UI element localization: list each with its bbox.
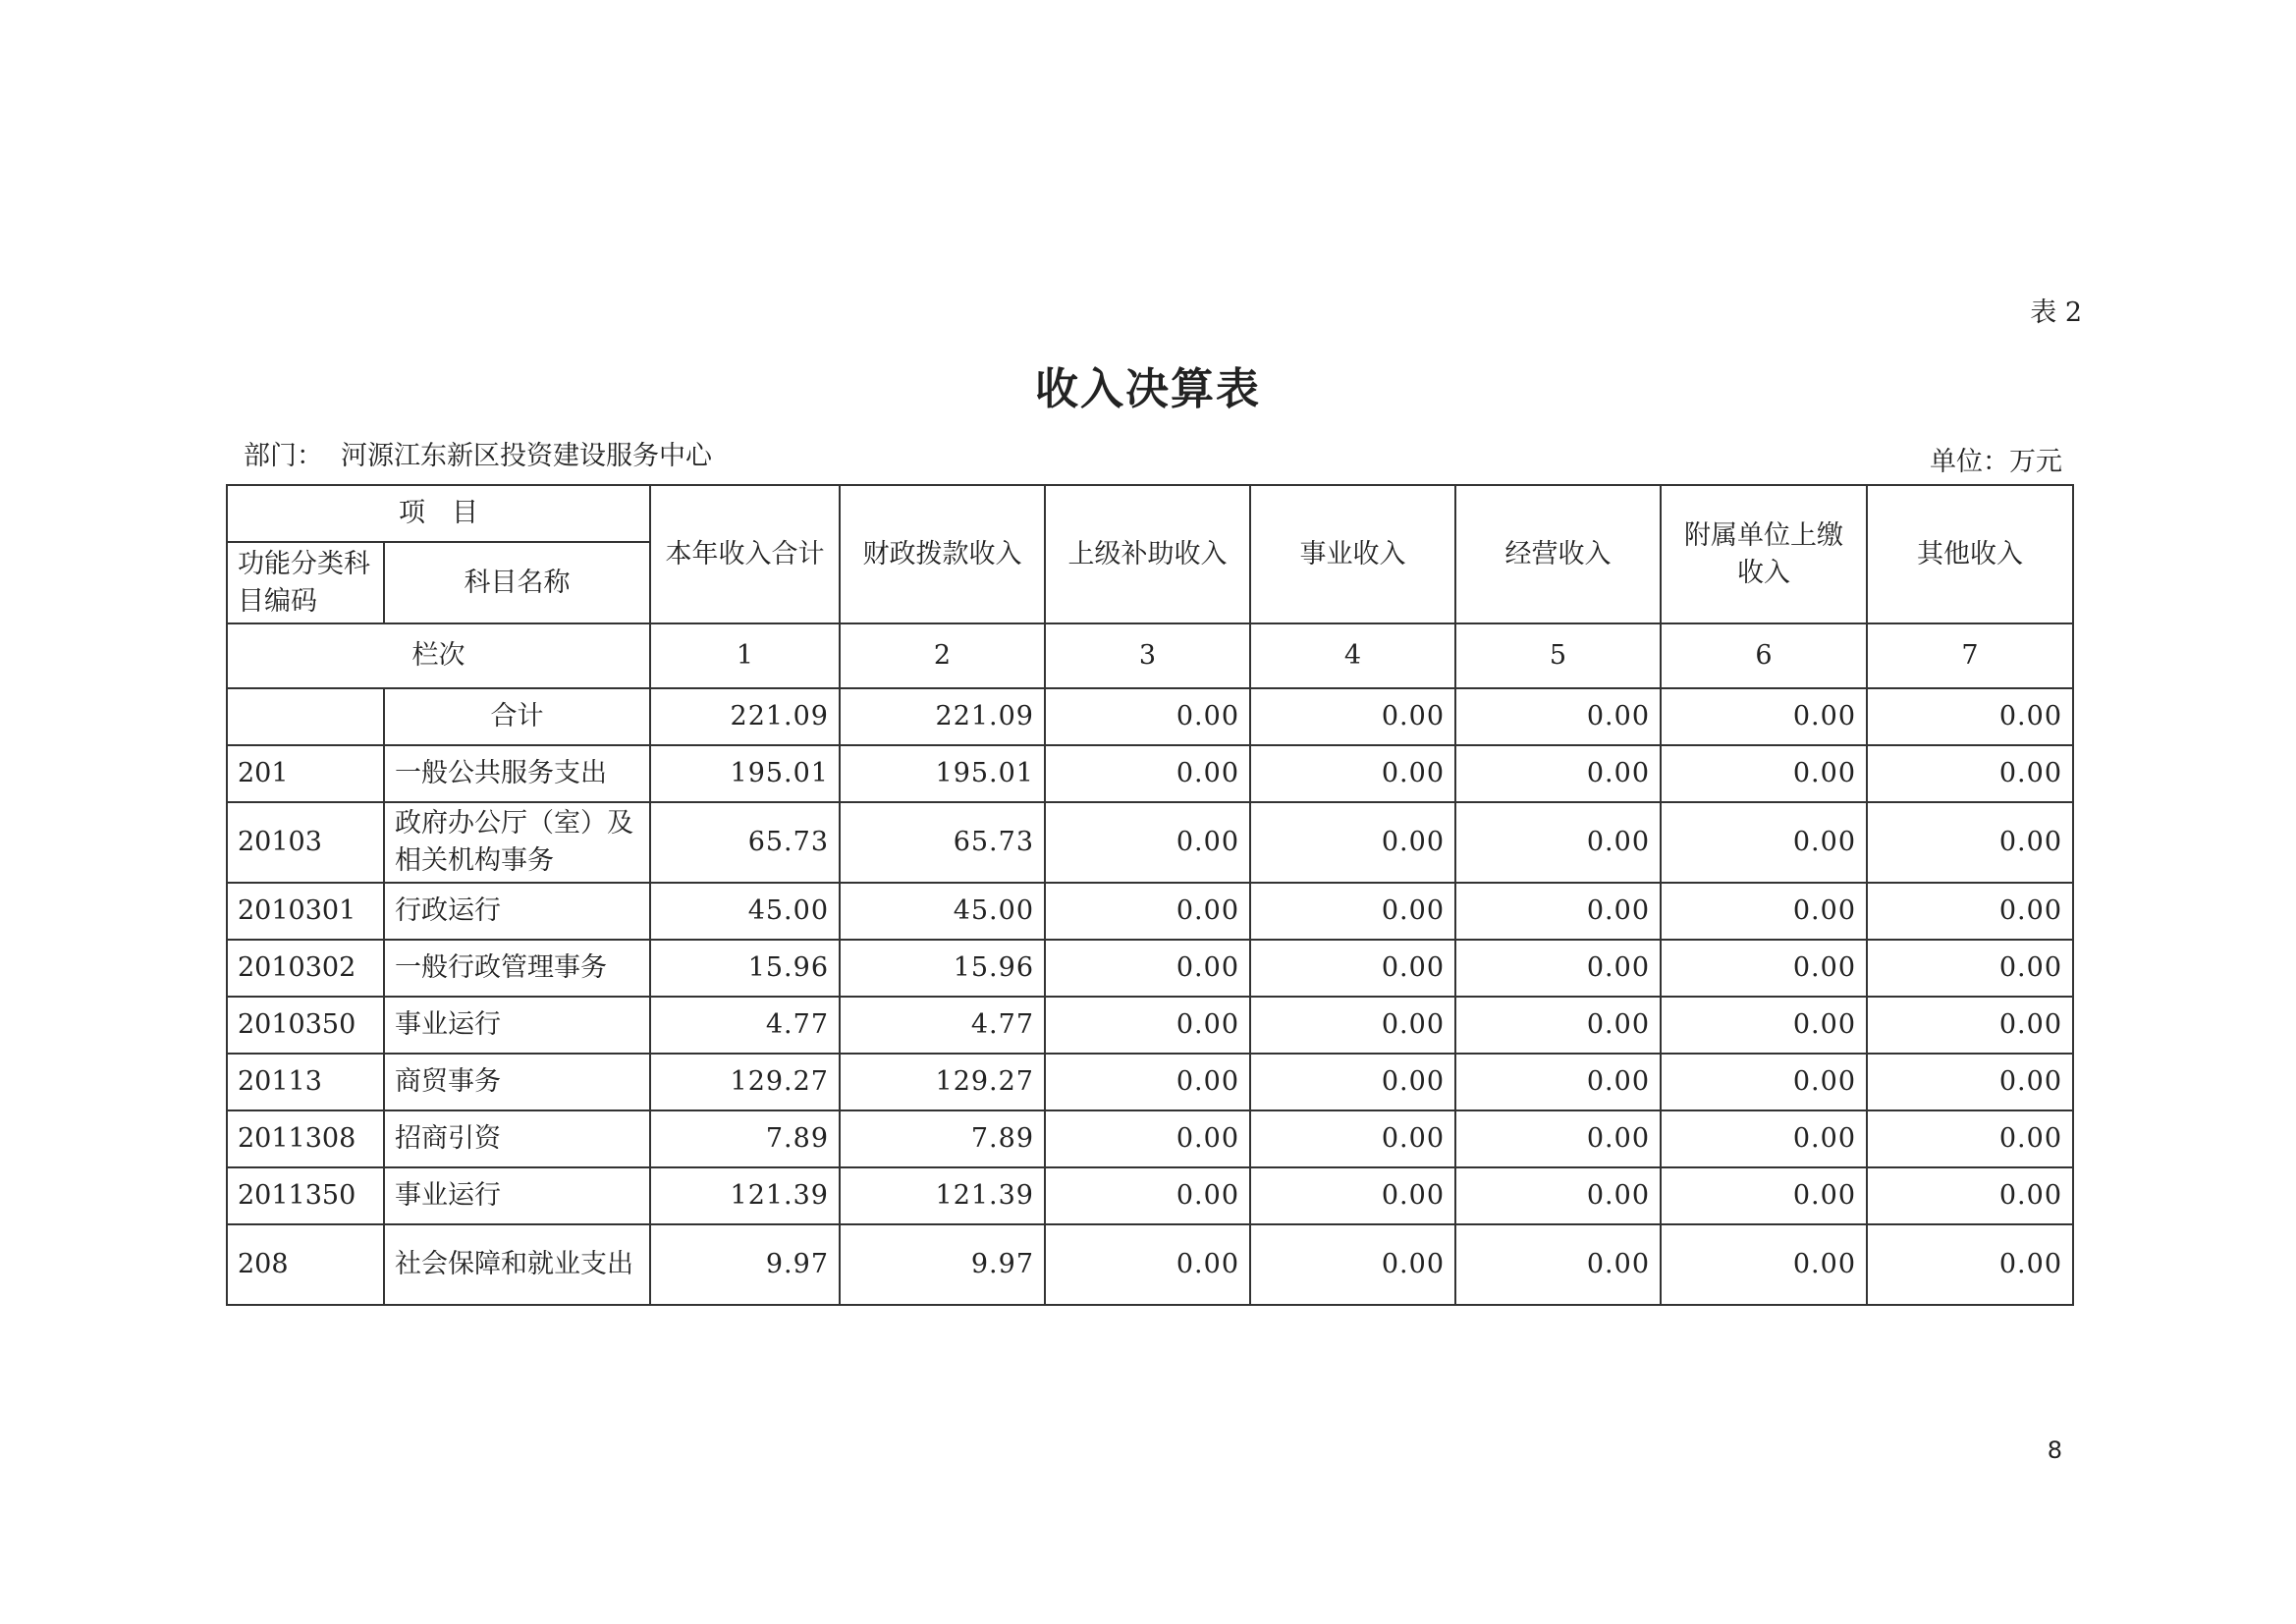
row-value: 0.00 xyxy=(1250,1054,1455,1110)
total-value: 221.09 xyxy=(840,688,1045,745)
col-header-5: 经营收入 xyxy=(1455,485,1661,623)
row-value: 0.00 xyxy=(1455,802,1661,883)
row-value: 0.00 xyxy=(1045,997,1250,1054)
row-code: 2010301 xyxy=(227,883,384,940)
row-value: 129.27 xyxy=(840,1054,1045,1110)
row-value: 0.00 xyxy=(1867,1224,2073,1305)
row-value: 45.00 xyxy=(840,883,1045,940)
lanci-cell: 5 xyxy=(1455,623,1661,688)
row-value: 7.89 xyxy=(840,1110,1045,1167)
header-name: 科目名称 xyxy=(384,542,650,623)
lanci-cell: 4 xyxy=(1250,623,1455,688)
table-row xyxy=(227,997,2073,1054)
total-value: 0.00 xyxy=(1250,688,1455,745)
row-value: 195.01 xyxy=(650,745,840,802)
row-value: 65.73 xyxy=(650,802,840,883)
table-row xyxy=(227,1110,2073,1167)
total-code-cell xyxy=(227,688,384,745)
row-name: 商贸事务 xyxy=(384,1054,650,1110)
department-name: 河源江东新区投资建设服务中心 xyxy=(341,441,712,471)
row-code: 20103 xyxy=(227,802,384,883)
row-value: 0.00 xyxy=(1250,1224,1455,1305)
row-code: 208 xyxy=(227,1224,384,1305)
row-value: 0.00 xyxy=(1455,1110,1661,1167)
row-value: 0.00 xyxy=(1455,1167,1661,1224)
header-code: 功能分类科目编码 xyxy=(227,542,384,623)
row-value: 0.00 xyxy=(1867,997,2073,1054)
department-line xyxy=(244,434,712,472)
row-code: 2010350 xyxy=(227,997,384,1054)
row-value: 15.96 xyxy=(840,940,1045,997)
col-header-6: 附属单位上缴收入 xyxy=(1661,485,1867,623)
row-value: 0.00 xyxy=(1455,745,1661,802)
table-row xyxy=(227,745,2073,802)
lanci-label: 栏次 xyxy=(227,623,650,688)
row-value: 0.00 xyxy=(1045,802,1250,883)
row-value: 0.00 xyxy=(1455,940,1661,997)
row-value: 0.00 xyxy=(1250,745,1455,802)
row-value: 0.00 xyxy=(1661,802,1867,883)
row-value: 0.00 xyxy=(1867,1110,2073,1167)
total-value: 0.00 xyxy=(1045,688,1250,745)
lanci-cell: 6 xyxy=(1661,623,1867,688)
row-value: 0.00 xyxy=(1455,883,1661,940)
lanci-cell: 7 xyxy=(1867,623,2073,688)
unit-label: 单位：万元 xyxy=(1930,447,2062,477)
row-value: 65.73 xyxy=(840,802,1045,883)
row-name: 事业运行 xyxy=(384,1167,650,1224)
row-value: 0.00 xyxy=(1045,745,1250,802)
row-value: 0.00 xyxy=(1045,1054,1250,1110)
row-value: 195.01 xyxy=(840,745,1045,802)
row-name: 社会保障和就业支出 xyxy=(384,1224,650,1305)
table-row xyxy=(227,883,2073,940)
row-code: 201 xyxy=(227,745,384,802)
row-value: 0.00 xyxy=(1661,883,1867,940)
row-value: 0.00 xyxy=(1250,802,1455,883)
total-value: 0.00 xyxy=(1867,688,2073,745)
row-value: 0.00 xyxy=(1661,745,1867,802)
row-value: 0.00 xyxy=(1250,997,1455,1054)
row-code: 2010302 xyxy=(227,940,384,997)
row-value: 0.00 xyxy=(1661,1110,1867,1167)
row-value: 4.77 xyxy=(840,997,1045,1054)
total-label: 合计 xyxy=(384,688,650,745)
total-value: 0.00 xyxy=(1455,688,1661,745)
row-value: 0.00 xyxy=(1045,1224,1250,1305)
row-value: 0.00 xyxy=(1455,1224,1661,1305)
table-row xyxy=(227,1167,2073,1224)
lanci-row xyxy=(227,623,2073,688)
row-value: 0.00 xyxy=(1867,883,2073,940)
col-header-2: 财政拨款收入 xyxy=(840,485,1045,623)
table-row xyxy=(227,1054,2073,1110)
row-value: 0.00 xyxy=(1045,883,1250,940)
row-value: 0.00 xyxy=(1661,940,1867,997)
row-name: 行政运行 xyxy=(384,883,650,940)
row-value: 0.00 xyxy=(1661,1224,1867,1305)
row-value: 15.96 xyxy=(650,940,840,997)
row-value: 0.00 xyxy=(1045,940,1250,997)
row-value: 9.97 xyxy=(650,1224,840,1305)
row-name: 一般公共服务支出 xyxy=(384,745,650,802)
row-code: 2011350 xyxy=(227,1167,384,1224)
row-value: 9.97 xyxy=(840,1224,1045,1305)
total-value: 0.00 xyxy=(1661,688,1867,745)
table-number: 表 2 xyxy=(2030,298,2082,328)
row-value: 129.27 xyxy=(650,1054,840,1110)
row-value: 0.00 xyxy=(1250,1110,1455,1167)
row-code: 2011308 xyxy=(227,1110,384,1167)
col-header-1: 本年收入合计 xyxy=(650,485,840,623)
row-value: 4.77 xyxy=(650,997,840,1054)
page-number: 8 xyxy=(2047,1436,2062,1464)
row-value: 7.89 xyxy=(650,1110,840,1167)
header-item: 项 目 xyxy=(227,485,650,542)
row-name: 政府办公厅（室）及相关机构事务 xyxy=(384,802,650,883)
row-value: 0.00 xyxy=(1455,997,1661,1054)
row-value: 0.00 xyxy=(1867,745,2073,802)
department-label: 部门： xyxy=(244,441,323,471)
row-value: 0.00 xyxy=(1661,1167,1867,1224)
row-value: 0.00 xyxy=(1867,802,2073,883)
table-row xyxy=(227,1224,2073,1305)
row-value: 0.00 xyxy=(1045,1167,1250,1224)
row-name: 招商引资 xyxy=(384,1110,650,1167)
header-row-1 xyxy=(227,485,2073,542)
income-table xyxy=(226,484,2074,1306)
row-value: 0.00 xyxy=(1661,997,1867,1054)
row-value: 0.00 xyxy=(1867,940,2073,997)
lanci-cell: 1 xyxy=(650,623,840,688)
col-header-4: 事业收入 xyxy=(1250,485,1455,623)
row-code: 20113 xyxy=(227,1054,384,1110)
total-value: 221.09 xyxy=(650,688,840,745)
document-title: 收入决算表 xyxy=(1035,364,1261,414)
row-value: 121.39 xyxy=(840,1167,1045,1224)
table-row xyxy=(227,802,2073,883)
row-value: 0.00 xyxy=(1250,883,1455,940)
lanci-cell: 3 xyxy=(1045,623,1250,688)
row-value: 45.00 xyxy=(650,883,840,940)
row-value: 121.39 xyxy=(650,1167,840,1224)
row-name: 一般行政管理事务 xyxy=(384,940,650,997)
total-row xyxy=(227,688,2073,745)
col-header-7: 其他收入 xyxy=(1867,485,2073,623)
row-value: 0.00 xyxy=(1045,1110,1250,1167)
row-value: 0.00 xyxy=(1455,1054,1661,1110)
col-header-3: 上级补助收入 xyxy=(1045,485,1250,623)
lanci-cell: 2 xyxy=(840,623,1045,688)
row-value: 0.00 xyxy=(1250,940,1455,997)
row-value: 0.00 xyxy=(1250,1167,1455,1224)
table-row xyxy=(227,940,2073,997)
row-value: 0.00 xyxy=(1867,1167,2073,1224)
row-value: 0.00 xyxy=(1867,1054,2073,1110)
row-name: 事业运行 xyxy=(384,997,650,1054)
row-value: 0.00 xyxy=(1661,1054,1867,1110)
